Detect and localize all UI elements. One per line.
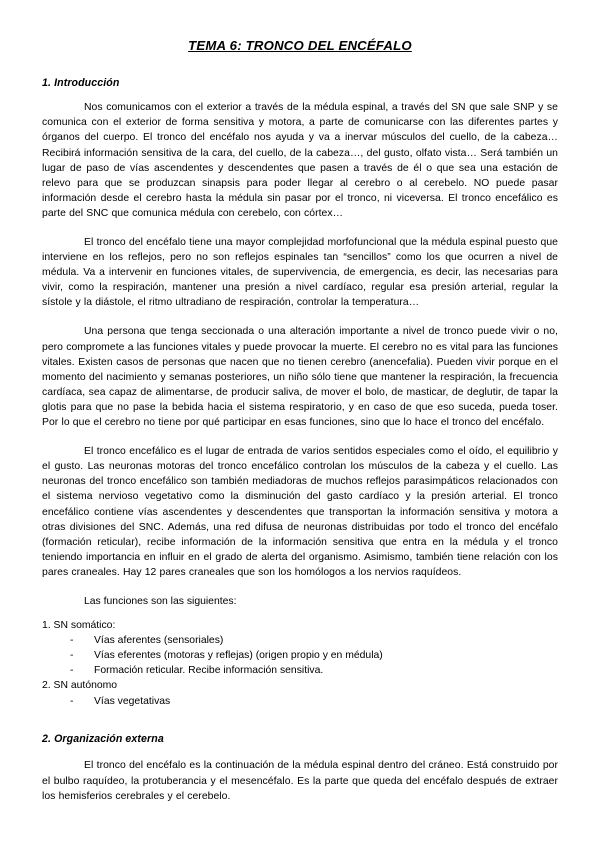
paragraph-intro-3: Una persona que tenga seccionada o una alteración importante a nivel de tronco puede vivir o no, pero compromete a las funciones vitales y puede provocar la muerte. El cerebro no es vital para las funciones vitales. Existen casos de personas que nacen que no tienen cerebro (anencefalia). Pueden vivir porque en el momento del nacimiento y semanas posteriores, un niño sólo tiene que mantener la respiración, la frecuencia cardíaca, sea capaz de alimentarse, de producir saliva, de mover el bolo, de masticar, de deglutir, de tapar la glotis para que no pase la bebida hacia el sistema respiratorio, y en caso de que eso suceda, pueda toser. Por lo que el cerebro no tiene por qué participar en esas funciones, sino que lo hace el tronco del encéfalo. [42,326,558,429]
list-lead-in: Las funciones son las siguientes: [84,595,237,607]
list-item [42,618,558,678]
sub-list-item: - Formación reticular. Recibe información sensitiva. [42,663,558,678]
sub-list-item: - Vías vegetativas [42,694,558,709]
page-title: TEMA 6: TRONCO DEL ENCÉFALO [188,38,412,53]
list-item-label: 1. SN somático: [42,620,116,632]
sub-list-item: - Vías eferentes (motoras y reflejas) (origen propio y en médula) [42,648,558,663]
paragraph-intro-4: El tronco encefálico es el lugar de entrada de varios sentidos especiales como el oído, el equilibrio y el gusto. Las neuronas motoras del tronco encefálico controlan los músculos de la cabeza y el cuello. Las neuronas del tronco encefálico son también mediadoras de muchos reflejos parasimpáticos relacionados con el sistema nervioso vegetativo como la disminución del gasto cardíaco y la presión arterial. El tronco encefálico contiene vías ascendentes y descendentes que transportan la información sensitiva y motora a otras divisiones del SNC. Además, una red difusa de neuronas distribuidas por todo el tronco del encéfalo (formación reticular), recibe información de la información sensitiva que entra en la médula y el tronco teniendo importancia en influir en el grado de alerta del organismo. Asimismo, también tiene relación con los pares craneales. Hay 12 pares craneales que son los homólogos a los nervios raquídeos. [42,446,558,578]
sub-list-item: - Vías aferentes (sensoriales) [42,633,558,648]
paragraph-organizacion-1: El tronco del encéfalo es la continuación de la médula espinal dentro del cráneo. Está construido por el bulbo raquídeo, la protuberancia y el mesencéfalo. Es la parte que queda del encéfalo después de extraer los hemisferios cerebrales y el cerebelo. [42,760,558,802]
list-item-label: 2. SN autónomo [42,680,118,692]
list-item [42,678,558,708]
paragraph-intro-1: Nos comunicamos con el exterior a través de la médula espinal, a través del SN que sale SNP y se comunica con el exterior de forma sensitiva y motora, a parte de comunicarse con las diferentes partes y órganos del cuerpo. El tronco del encéfalo nos ayuda y va a inervar músculos del cuello, de la cabeza… Recibirá información sensitiva de la cara, del cuello, de la cabeza…, del gusto, olfato vista… Será también un lugar de paso de vías ascendentes y descendentes que pasen a través de él o que sea una estación de relevo para que se produzcan sinapsis para poder llegar al cerebro o al cerebelo. NO puede pasar información desde el cerebro hasta la médula sin pasar por el tronco, ni viceversa. El tronco encefálico es parte del SNC que comunica médula con cerebelo, con córtex… [42,102,558,219]
functions-list [42,618,558,709]
section-heading-introduccion: 1. Introducción [42,76,120,89]
sub-list [42,694,558,709]
section-heading-organizacion-externa: 2. Organización externa [42,732,164,745]
paragraph-intro-2: El tronco del encéfalo tiene una mayor complejidad morfofuncional que la médula espinal puesto que interviene en los reflejos, pero no son reflejos espinales tan “sencillos” como los que ocurren a nivel de médula. Va a intervenir en funciones vitales, de supervivencia, de emergencia, es decir, las necesarias para vivir, como la respiración, mantener una presión a nivel cardíaco, regular esa presión arterial, regular la sístole y la diástole, el ritmo ultradiano de respiración, controlar la temperatura… [42,237,558,309]
sub-list [42,633,558,678]
